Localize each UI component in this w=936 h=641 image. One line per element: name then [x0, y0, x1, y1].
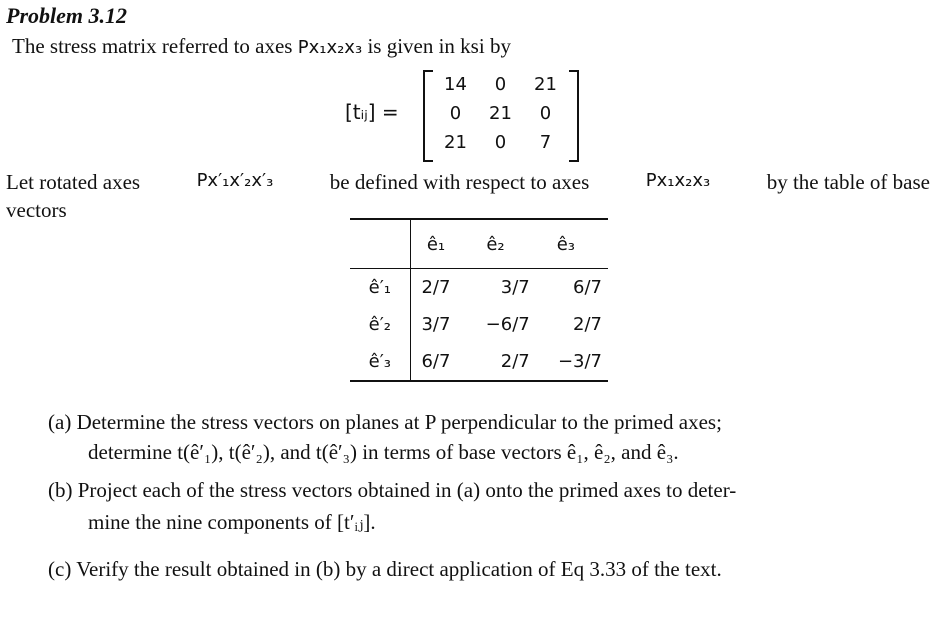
- rotated-axes: Px₁x₂x₃: [645, 170, 711, 191]
- question-a-line2: determine t(ê′₁), t(ê′₂), and t(ê′₃) in terms of base vectors ê₁, ê₂, and ê₃.: [88, 440, 679, 464]
- rotated-axes-line2: vectors: [6, 198, 67, 222]
- table-row: [350, 343, 608, 380]
- matrix-cell: 0: [494, 132, 507, 153]
- matrix-cell: 0: [494, 74, 507, 95]
- question-b-prefix: (b): [48, 478, 73, 502]
- stress-matrix: [433, 70, 569, 157]
- question-c-prefix: (c): [48, 557, 72, 581]
- table-cell: 2/7: [573, 314, 602, 335]
- matrix-cell: 21: [534, 74, 557, 95]
- matrix-row: [433, 70, 569, 99]
- intro-text-after: is given in ksi by: [362, 34, 511, 58]
- problem-title: Problem 3.12: [6, 3, 127, 28]
- rotated-text-middle: be defined with respect to axes: [329, 170, 590, 194]
- table-cell: 6/7: [573, 277, 602, 298]
- matrix-row: [433, 128, 569, 157]
- table-cell: 3/7: [500, 277, 530, 298]
- matrix-row: [433, 99, 569, 128]
- rotated-text-after: by the table of base: [766, 170, 930, 194]
- table-row: [350, 269, 608, 307]
- question-c-line1: Verify the result obtained in (b) by a direct application of Eq 3.33 of the text.: [76, 557, 722, 581]
- question-a: [48, 410, 722, 435]
- rotated-text-before: Let rotated axes: [6, 170, 141, 194]
- question-c: [48, 557, 722, 582]
- question-b-line2: mine the nine components of [t′ᵢⱼ].: [88, 510, 376, 534]
- table-header: ê₁: [410, 220, 461, 269]
- intro-axes: Px₁x₂x₃: [297, 37, 363, 58]
- question-a-prefix: (a): [48, 410, 72, 434]
- table-cell: −3/7: [557, 351, 602, 372]
- table-row-label: ê′₂: [350, 306, 410, 343]
- matrix-label: [tᵢⱼ] =: [345, 100, 399, 124]
- table-cell: 3/7: [421, 314, 451, 335]
- rotated-primed-axes: Px′₁x′₂x′₃: [196, 170, 274, 191]
- table-row-label: ê′₃: [350, 343, 410, 380]
- table-cell: 6/7: [421, 351, 451, 372]
- table-header: ê₃: [530, 220, 608, 269]
- matrix-cell: 21: [489, 103, 512, 124]
- question-b: [48, 478, 736, 503]
- table-cell: 2/7: [421, 277, 451, 298]
- question-b-line1: Project each of the stress vectors obtained in (a) onto the primed axes to deter-: [77, 478, 737, 502]
- rotated-axes-sentence: [6, 170, 930, 195]
- table-header: ê₂: [461, 220, 529, 269]
- matrix-cell: 0: [539, 103, 552, 124]
- table-row: [350, 306, 608, 343]
- table-row-label: ê′₁: [350, 269, 410, 307]
- base-vector-table: [350, 218, 608, 382]
- matrix-cell: 7: [539, 132, 552, 153]
- intro-text-before: The stress matrix referred to axes: [12, 34, 298, 58]
- question-a-line1: Determine the stress vectors on planes at P perpendicular to the primed axes;: [76, 410, 722, 434]
- matrix-cell: 0: [449, 103, 462, 124]
- table-corner: [350, 220, 410, 269]
- matrix-cell: 21: [444, 132, 467, 153]
- matrix-cell: 14: [444, 74, 467, 95]
- matrix-right-bracket: [569, 70, 579, 162]
- table-header-row: [350, 220, 608, 269]
- table-cell: −6/7: [485, 314, 530, 335]
- table-cell: 2/7: [500, 351, 530, 372]
- intro-sentence: [12, 34, 511, 59]
- matrix-left-bracket: [423, 70, 433, 162]
